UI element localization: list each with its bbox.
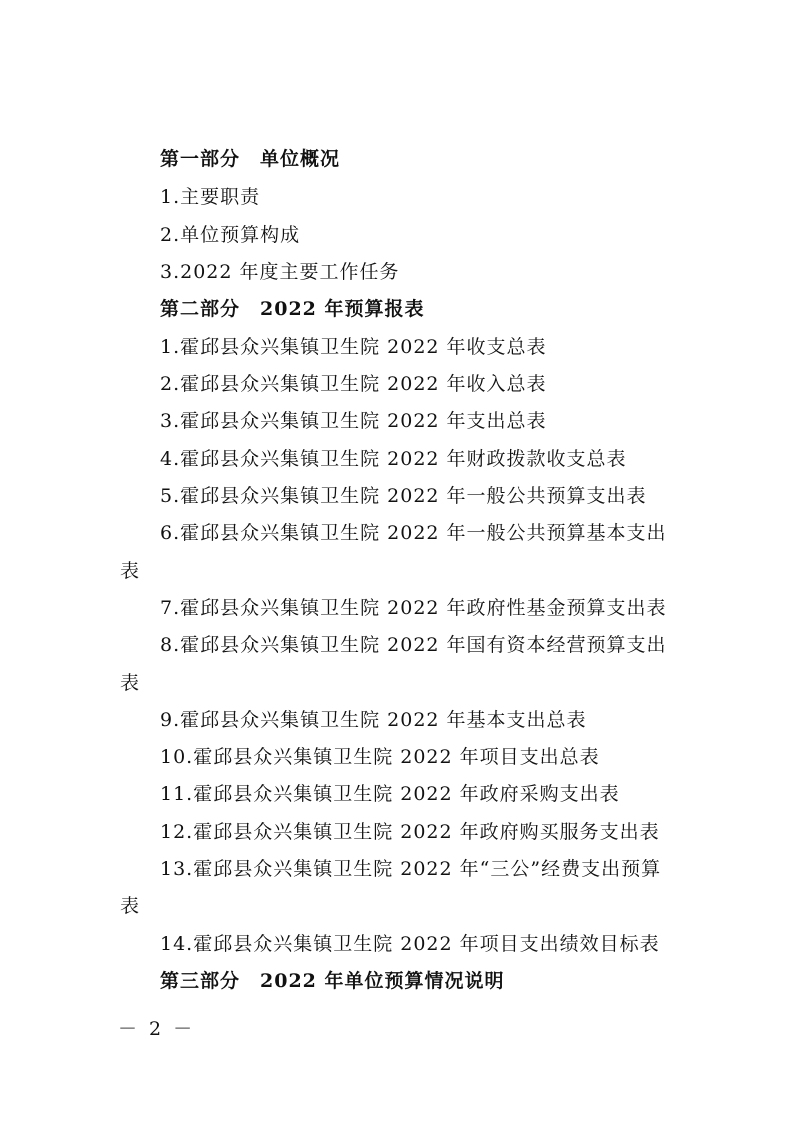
part1-heading: 第一部分 单位概况: [160, 148, 341, 170]
part2-item-4: 4.霍邱县众兴集镇卫生院 2022 年财政拨款收支总表: [160, 448, 627, 470]
part1-item-3: 3.2022 年度主要工作任务: [160, 261, 400, 283]
part2-item-12: 12.霍邱县众兴集镇卫生院 2022 年政府购买服务支出表: [160, 821, 660, 843]
part2-item-8-wrap: 表: [120, 672, 141, 694]
part2-item-3: 3.霍邱县众兴集镇卫生院 2022 年支出总表: [160, 410, 547, 432]
part2-item-13: 13.霍邱县众兴集镇卫生院 2022 年“三公”经费支出预算: [160, 858, 662, 880]
part2-item-6-wrap: 表: [120, 560, 141, 582]
part3-heading: 第三部分 2022 年单位预算情况说明: [160, 970, 505, 992]
part2-item-7: 7.霍邱县众兴集镇卫生院 2022 年政府性基金预算支出表: [160, 597, 667, 619]
part2-item-9: 9.霍邱县众兴集镇卫生院 2022 年基本支出总表: [160, 709, 587, 731]
part1-item-2: 2.单位预算构成: [160, 224, 301, 246]
page-number: － 2 －: [118, 1018, 196, 1040]
part2-item-10: 10.霍邱县众兴集镇卫生院 2022 年项目支出总表: [160, 746, 600, 768]
part2-item-11: 11.霍邱县众兴集镇卫生院 2022 年政府采购支出表: [160, 783, 620, 805]
part2-item-14: 14.霍邱县众兴集镇卫生院 2022 年项目支出绩效目标表: [160, 933, 660, 955]
part2-heading: 第二部分 2022 年预算报表: [160, 298, 425, 320]
part2-item-5: 5.霍邱县众兴集镇卫生院 2022 年一般公共预算支出表: [160, 485, 647, 507]
part2-item-6: 6.霍邱县众兴集镇卫生院 2022 年一般公共预算基本支出: [160, 522, 667, 544]
part2-item-13-wrap: 表: [120, 895, 141, 917]
part2-item-1: 1.霍邱县众兴集镇卫生院 2022 年收支总表: [160, 336, 547, 358]
part2-item-8: 8.霍邱县众兴集镇卫生院 2022 年国有资本经营预算支出: [160, 634, 667, 656]
part1-item-1: 1.主要职责: [160, 186, 261, 208]
part2-item-2: 2.霍邱县众兴集镇卫生院 2022 年收入总表: [160, 373, 547, 395]
